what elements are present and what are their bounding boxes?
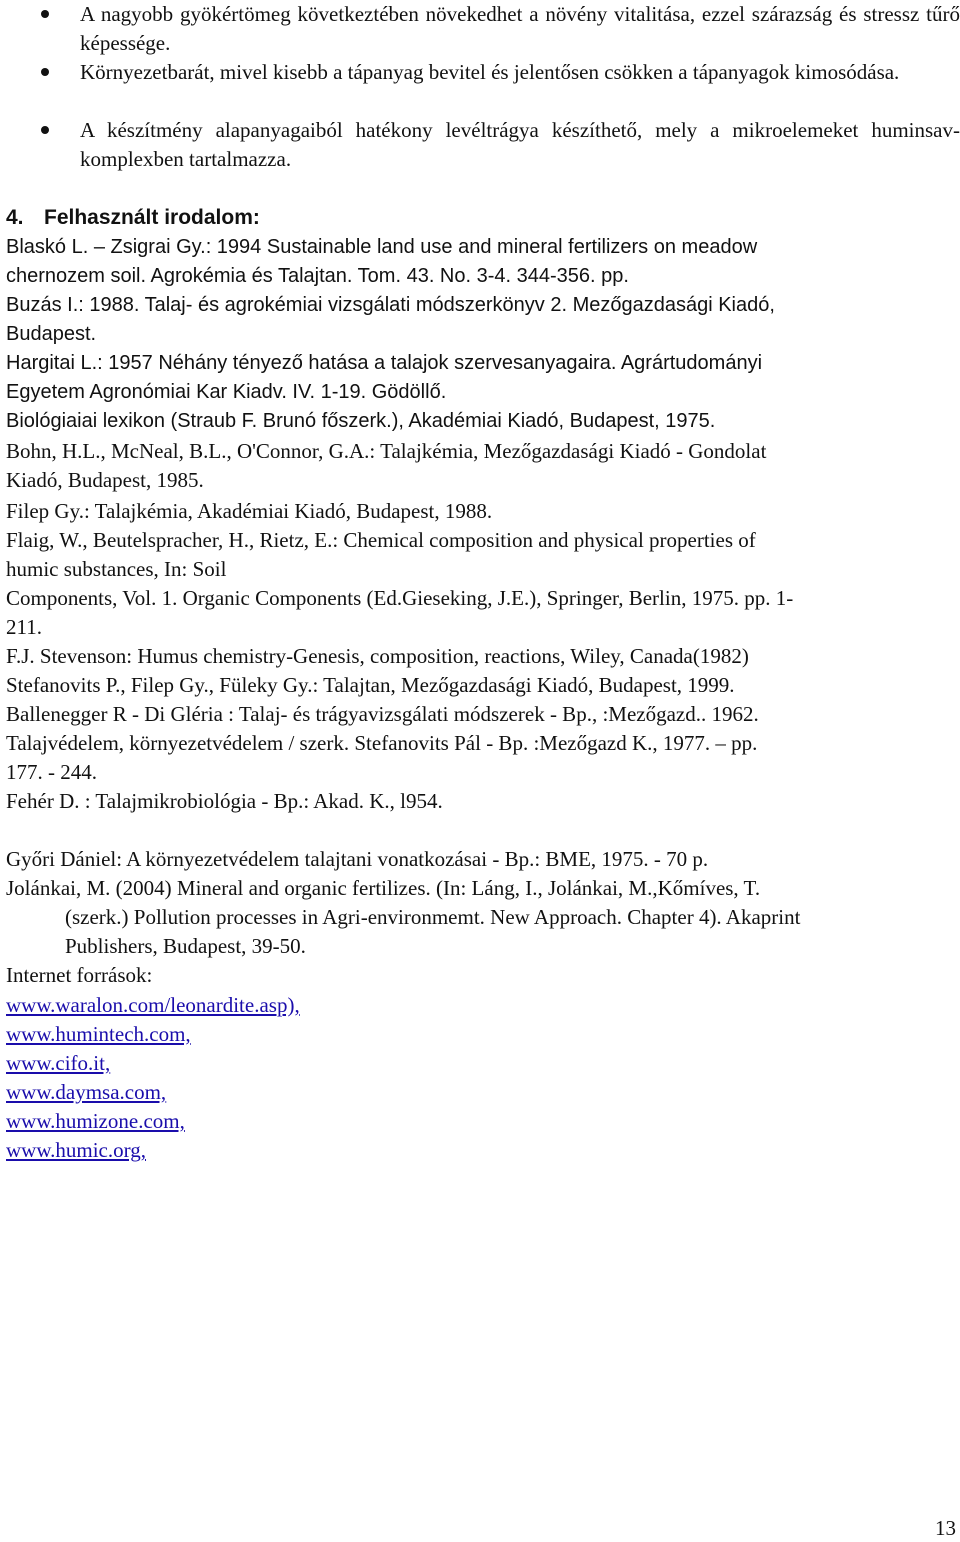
bullet-dot-icon [41, 126, 49, 134]
bullet-text: Környezetbarát, mivel kisebb a tápanyag bevitel és jelentősen csökken a tápanyagok kimosódása. [80, 60, 900, 84]
reference-line: chernozem soil. Agrokémia és Talajtan. Tom. 43. No. 3-4. 344-356. pp. [6, 265, 629, 287]
page-number: 13 [935, 1516, 956, 1540]
reference-line: Filep Gy.: Talajkémia, Akadémiai Kiadó, Budapest, 1988. [6, 499, 493, 523]
reference-line: Blaskó L. – Zsigrai Gy.: 1994 Sustainable land use and mineral fertilizers on meadow [6, 236, 758, 258]
bullet-text: A nagyobb gyökértömeg következtében növekedhet a növény vitalitása, ezzel szárazság és stressz tűrő képessége. [80, 2, 960, 55]
reference-line: Components, Vol. 1. Organic Components (Ed.Gieseking, J.E.), Springer, Berlin, 1975. pp. 1- [6, 586, 794, 610]
reference-line: Buzás I.: 1988. Talaj- és agrokémiai vizsgálati módszerkönyv 2. Mezőgazdasági Kiadó, [6, 294, 775, 316]
link-daymsa[interactable]: www.daymsa.com, [6, 1080, 167, 1104]
reference-line: Biológiaiai lexikon (Straub F. Brunó főszerk.), Akadémiai Kiadó, Budapest, 1975. [6, 410, 716, 432]
internet-sources-label: Internet források: [6, 963, 153, 987]
bullet-dot-icon [41, 68, 49, 76]
reference-line: Kiadó, Budapest, 1985. [6, 468, 204, 492]
reference-line: Fehér D. : Talajmikrobiológia - Bp.: Akad. K., l954. [6, 789, 443, 813]
reference-line: Talajvédelem, környezetvédelem / szerk. Stefanovits Pál - Bp. :Mezőgazd K., 1977. – pp. [6, 731, 758, 755]
section-heading [6, 203, 260, 232]
reference-line: Publishers, Budapest, 39-50. [65, 934, 306, 958]
reference-line: 177. - 244. [6, 760, 97, 784]
reference-line: Stefanovits P., Filep Gy., Füleky Gy.: Talajtan, Mezőgazdasági Kiadó, Budapest, 1999. [6, 673, 735, 697]
link-humizone[interactable]: www.humizone.com, [6, 1109, 185, 1133]
section-title: Felhasznált irodalom: [44, 206, 260, 229]
reference-line: Bohn, H.L., McNeal, B.L., O'Connor, G.A.: Talajkémia, Mezőgazdasági Kiadó - Gondolat [6, 439, 767, 463]
reference-line: Jolánkai, M. (2004) Mineral and organic fertilizes. (In: Láng, I., Jolánkai, M.,Kőmíves, T. [6, 876, 761, 900]
reference-line: F.J. Stevenson: Humus chemistry-Genesis, composition, reactions, Wiley, Canada(1982) [6, 644, 749, 668]
link-cifo[interactable]: www.cifo.it, [6, 1051, 111, 1075]
reference-line: Ballenegger R - Di Gléria : Talaj- és trágyavizsgálati módszerek - Bp., :Mezőgazd.. 1962. [6, 702, 759, 726]
reference-line: Egyetem Agronómiai Kar Kiadv. IV. 1-19. Gödöllő. [6, 381, 447, 403]
bullet-text: A készítmény alapanyagaiból hatékony levéltrágya készíthető, mely a mikroelemeket huminsav-komplexben tartalmazza. [80, 118, 960, 171]
link-humintech[interactable]: www.humintech.com, [6, 1022, 191, 1046]
section-number: 4. [6, 206, 24, 229]
reference-line: Flaig, W., Beutelspracher, H., Rietz, E.: Chemical composition and physical properties of [6, 528, 756, 552]
reference-line: humic substances, In: Soil [6, 557, 227, 581]
reference-line: 211. [6, 615, 42, 639]
reference-line: Budapest. [6, 323, 97, 345]
reference-line: Hargitai L.: 1957 Néhány tényező hatása a talajok szervesanyagaira. Agrártudományi [6, 352, 763, 374]
reference-line: (szerk.) Pollution processes in Agri-environmemt. New Approach. Chapter 4). Akaprint [65, 905, 801, 929]
link-waralon[interactable]: www.waralon.com/leonardite.asp), [6, 993, 300, 1017]
reference-line: Győri Dániel: A környezetvédelem talajtani vonatkozásai - Bp.: BME, 1975. - 70 p. [6, 847, 709, 871]
link-humic[interactable]: www.humic.org, [6, 1138, 146, 1162]
bullet-dot-icon [41, 10, 49, 18]
